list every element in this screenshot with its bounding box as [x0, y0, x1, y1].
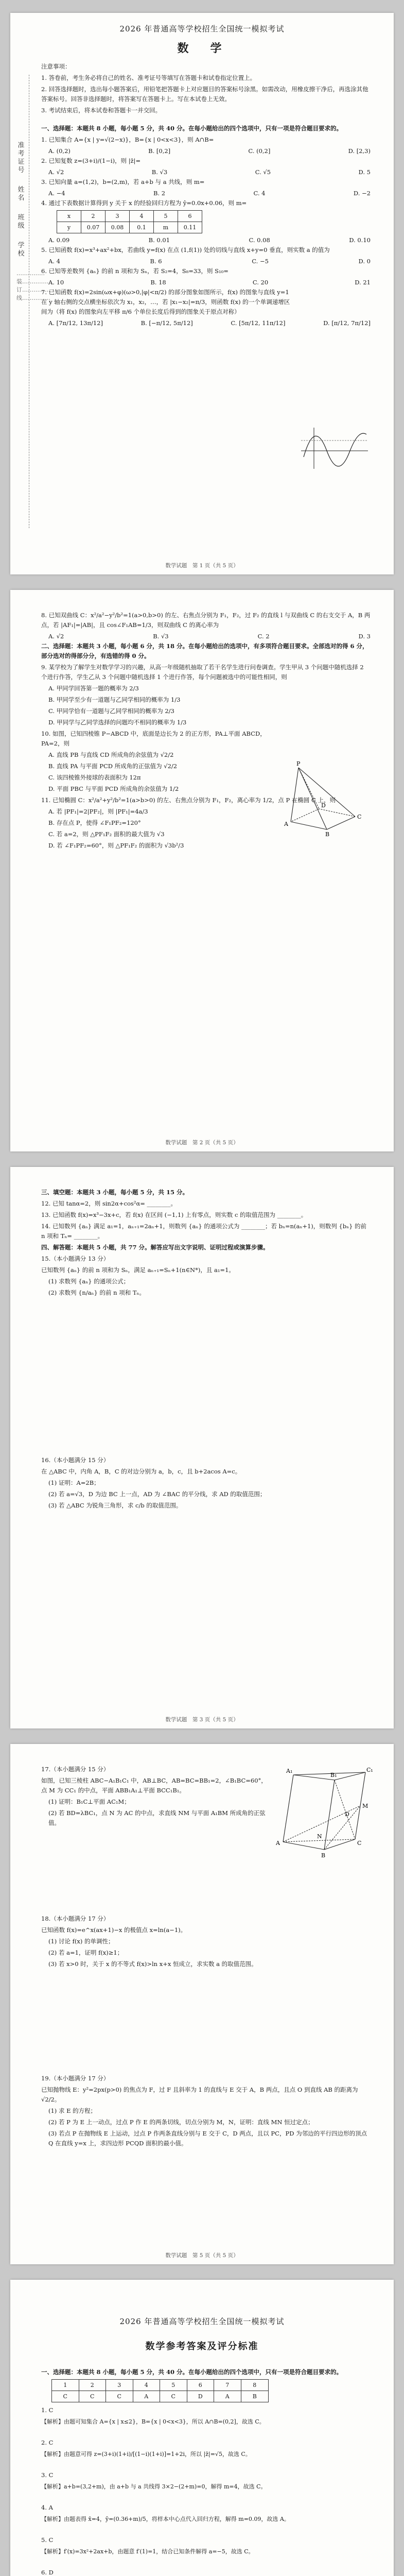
table-cell: y [57, 222, 81, 233]
option: A. 甲同学回答第一题的概率为 2/3 [48, 685, 139, 692]
side-label-name: 姓名 [17, 186, 25, 202]
vertex-label: D [345, 1811, 349, 1818]
notice-item: 3. 考试结束后，将本试卷和答题卡一并交回。 [41, 107, 162, 114]
option: D. 3 [358, 633, 371, 640]
question-8: 8. 已知双曲线 C：x²/a²−y²/b²=1(a>0,b>0) 的左、右焦点分别为 F₁，F₂，过 F₂ 的直线 l 与双曲线 C 的右支交于 A，B 两点，若 |AF₁|=|AB|，且 cos∠F₁AB=1/3，则双曲线 C 的离心率为 [41, 612, 371, 629]
table-cell: 3 [106, 211, 130, 222]
sine-graph-figure [298, 425, 371, 471]
edge-pc [298, 768, 355, 817]
question-4-options [41, 235, 371, 245]
edge-ab [283, 1842, 324, 1850]
question-19-parts [41, 2106, 371, 2148]
answer-grid-number: 6 [187, 2380, 215, 2391]
question-7: 7. 已知函数 f(x)=2sin(ωx+φ)(ω>0,|φ|<π/2) 的部分图象如图所示，f(x) 的图象与直线 y=1 在 y 轴右侧的交点横坐标依次为 x₁，x₂，…，若 |x₁−x₂|=π/3，则函数 f(x) 的一个单调递增区间为（将 f(x) 的图象向左平移 π/6 个单位长度后得到的图象关于原点对称） [41, 289, 290, 315]
sine-curve [304, 433, 366, 466]
prism-figure [273, 1765, 376, 1862]
question-5-options [41, 257, 371, 266]
notices-block [41, 62, 371, 117]
table-cell: x [57, 211, 81, 222]
table-cell: 6 [178, 211, 202, 222]
sub-question: (3) 若点 P 在抛物线 E 上运动，过点 P 作两条直线分别与 E 交于 C，D 两点，且以 PC，PD 为邻边的平行四边形的顶点 Q 在直线 y=x 上，求四边形 PCQD 面积的最小值。 [48, 2130, 367, 2147]
table-cell: 0.11 [178, 222, 202, 233]
question-2: 2. 已知复数 z=(3+i)/(1−i)，则 |z̄|= [41, 157, 141, 164]
option: B. 0.01 [148, 236, 170, 244]
notice-item: 2. 回答选择题时，选出每小题答案后，用铅笔把答题卡上对应题目的答案标号涂黑。如需改动，用橡皮擦干净后，再选涂其他答案标号。回答非选择题时，将答案写在答题卡上。写在本试卷上无效。 [41, 86, 368, 103]
answer-explanation: 【解析】a+b=(3,2+m)，由 a+b 与 a 共线得 3×2−(2+m)=0，解得 m=4，故选 C。 [41, 2483, 267, 2490]
question-18: 已知函数 f(x)=e^x(ax+1)−x 的极值点 x=ln(a−1)。 [41, 1926, 187, 1934]
option: C. 4 [253, 190, 266, 197]
option: B. √3 [151, 168, 168, 176]
question-15: 已知数列 {aₙ} 的前 n 项和为 Sₙ，满足 aₙ₊₁=Sₙ+1(n∈N*)，且 a₁=1。 [41, 1266, 235, 1274]
question-3-options [41, 189, 371, 198]
question-19-heading: 19.（本小题满分 17 分） [41, 2075, 110, 2082]
answer-grid-number: 3 [106, 2380, 133, 2391]
side-label-school: 学校 [17, 242, 25, 258]
sub-question: (2) 求数列 {n/aₙ} 的前 n 项和 Tₙ。 [48, 1289, 146, 1296]
option: D. [π/12, 7π/12] [323, 319, 371, 327]
question-18-block [41, 1914, 371, 1971]
question-18-heading: 18.（本小题满分 17 分） [41, 1915, 110, 1922]
page-footer: 数学试题 第 2 页（共 5 页） [165, 1140, 239, 1146]
answer-grid-number: 5 [160, 2380, 187, 2391]
answer-key-heading: 数学参考答案及评分标准 [145, 2341, 259, 2352]
vertex-label: D [321, 802, 326, 809]
answer-explanation: 【解析】由题可知集合 A={x | x≤2}，B={x | 0<x<3}，所以 A∩B=(0,2]，故选 C。 [41, 2418, 265, 2425]
question-19-block [41, 2074, 371, 2150]
option: A. −4 [48, 190, 65, 197]
question-17-heading: 17.（本小题满分 15 分） [41, 1766, 110, 1773]
option: C. √5 [255, 168, 271, 176]
option: C. 若 a=2，则 △PF₁F₂ 面积的最大值为 √3 [48, 831, 165, 838]
question-17: 如图，已知三棱柱 ABC−A₁B₁C₁ 中，AB⊥BC，AB=BC=BB₁=2，∠B₁BC=60°，点 M 为 CC₁ 的中点，平面 ABB₁A₁⊥平面 BCC₁B₁。 [41, 1777, 267, 1794]
question-19: 已知抛物线 E：y²=2px(p>0) 的焦点为 F，过 F 且斜率为 1 的直线与 E 交于 A，B 两点，且点 O 到直线 AB 的距离为 √2/2。 [41, 2086, 358, 2103]
option: A. √2 [48, 633, 64, 640]
table-cell: 0.07 [81, 222, 106, 233]
page-footer: 数学试题 第 3 页（共 5 页） [165, 1717, 239, 1723]
option: D. 21 [355, 279, 371, 286]
edge-pb [298, 768, 327, 829]
answer-item: 3. C [41, 2471, 54, 2479]
answer-key-block [41, 2367, 371, 2576]
side-label-class: 班级 [17, 214, 25, 230]
option: B. 直线 PA 与平面 PCD 所成角的正弦值为 √2/2 [48, 762, 178, 770]
answer-grid [51, 2379, 269, 2402]
answer-grid-number: 1 [52, 2380, 79, 2391]
side-label-ticket: 准考证号 [17, 142, 25, 174]
answer-item: 4. A [41, 2504, 53, 2511]
question-11: 11. 已知椭圆 C：x²/a²+y²/b²=1(a>b>0) 的左、右焦点分别为 F₁，F₂，离心率为 1/2，点 P 在椭圆 C 上，则 [41, 796, 336, 804]
answer-grid-choice: A [133, 2391, 161, 2402]
answer-grid-number: 4 [133, 2380, 161, 2391]
option: A. 若 |PF₁|=2|PF₂|，则 |PF₁|=4a/3 [48, 808, 148, 815]
option: A. 10 [48, 279, 64, 286]
section-heading: 四、解答题：本题共 5 小题，共 77 分。解答应写出文字说明、证明过程或演算步骤。 [41, 1244, 269, 1251]
question-13: 13. 已知函数 f(x)=x³−3x+c，若 f(x) 在区间 (−1,1) 上有零点，则实数 c 的取值范围为 ________。 [41, 1211, 307, 1218]
answer-grid-choice: C [160, 2391, 187, 2402]
answer-grid-number: 7 [214, 2380, 241, 2391]
question-6-options [41, 278, 371, 287]
answer-grid-choice: D [187, 2391, 215, 2402]
option: B. 18 [150, 279, 166, 286]
section-heading: 二、选择题：本题共 3 小题，每小题 6 分，共 18 分。在每小题给出的选项中，有多项符合题目要求。全部选对的得 6 分，部分选对的得部分分，有选错的得 0 分。 [41, 642, 368, 659]
page-footer: 数学试题 第 1 页（共 5 页） [165, 563, 239, 569]
section-heading: 一、选择题：本题共 8 小题，每小题 5 分，共 40 分。在每小题给出的四个选项中，只有一项是符合题目要求的。 [41, 2368, 343, 2376]
sub-question: (2) 若 a=1，证明 f(x)≥1； [48, 1949, 124, 1956]
question-16-parts [41, 1478, 371, 1511]
question-10: 10. 如图，已知四棱锥 P−ABCD 中，底面是边长为 2 的正方形，PA⊥平面 ABCD，PA=2，则 [41, 730, 266, 747]
option: D. [2,3) [348, 147, 371, 155]
edge-bc [327, 817, 355, 829]
question-16-block [41, 1455, 371, 1512]
answer-grid-choice: B [252, 2393, 257, 2400]
edge-da [291, 809, 319, 822]
option: A. 4 [48, 258, 60, 265]
answer-grid-choice: C [79, 2391, 107, 2402]
option: B. [−π/12, 5π/12] [140, 319, 193, 327]
option: B. [0,2] [148, 147, 171, 155]
sub-question: (1) 求 E 的方程； [48, 2107, 97, 2114]
edge-cd [319, 809, 355, 817]
option: D. 平面 PBC 与平面 PCD 所成角的余弦值为 1/2 [48, 785, 179, 792]
question-9: 9. 某学校为了解学生对数学学习的兴趣，从高一年级随机抽取了若干名学生进行问卷调查。学生甲从 3 个问题中随机选择 2 个进行作答，学生乙从 3 个问题中随机选择 1 个进行作答，每个问题被选中的可能性相同，则 [41, 664, 364, 681]
option: A. (0,2) [48, 147, 71, 155]
edge-a1a [283, 1775, 293, 1842]
question-15-heading: 15.（本小题满分 13 分） [41, 1255, 110, 1262]
option: D. 若 ∠F₁PF₂=60°，则 △PF₁F₂ 的面积为 √3b²/3 [48, 842, 184, 849]
notice-item: 1. 答卷前，考生务必将自己的姓名、准考证号等填写在答题卡和试卷指定位置上。 [41, 74, 256, 81]
exam-page-1 [10, 13, 394, 574]
option: C. 甲同学恰有一道题与乙同学相同的概率为 2/3 [48, 707, 174, 715]
table-cell: 2 [81, 211, 106, 222]
question-1: 1. 已知集合 A={x | y=√(2−x)}，B={x | 0<x<3}，则 A∩B= [41, 136, 214, 143]
vertex-label: C [357, 814, 362, 820]
option: D. 5 [358, 168, 371, 176]
vertex-label: A [276, 1840, 280, 1846]
table-cell: 5 [154, 211, 178, 222]
question-7-options [41, 318, 371, 328]
option: A. 0.09 [48, 236, 70, 244]
option: C. (0,2] [248, 147, 271, 155]
answer-grid-choice: C [52, 2391, 79, 2402]
answer-item: 2. C [41, 2439, 54, 2446]
vertex-label: P [296, 760, 301, 767]
question-9-options [41, 684, 371, 727]
question-5: 5. 已知函数 f(x)=x³+ax²+bx，若曲线 y=f(x) 在点 (1,f(1)) 处的切线与直线 x+y=0 垂直，则实数 a 的值为 [41, 246, 330, 253]
table-cell: m [154, 222, 178, 233]
option: D. 0.10 [349, 236, 371, 244]
answer-explanation: 【解析】由题表得 x̄=4，ȳ=(0.36+m)/5，将样本中心点代入回归方程，解得 m=0.09，故选 A。 [41, 2516, 290, 2522]
vertex-label: B [321, 1852, 326, 1859]
option: D. 0 [358, 258, 371, 265]
answer-explanation: 【解析】f′(x)=3x²+2ax+b，由题意 f′(1)=1，结合已知条件解得 a=−5，故选 C。 [41, 2548, 254, 2555]
answer-key-exam-title: 2026 年普通高等学校招生全国统一模拟考试 [119, 2317, 285, 2326]
exam-page-4 [10, 1744, 394, 2264]
side-cut-line: ……………装……………订……………线…………… [16, 270, 50, 301]
answer-item: 6. D [41, 2569, 54, 2576]
vertex-label: C₁ [366, 1767, 373, 1773]
answer-grid-choice: A [214, 2391, 241, 2402]
binding-margin [16, 142, 50, 314]
question-15-parts [41, 1277, 371, 1298]
data-table [57, 210, 202, 233]
question-16: 在 △ABC 中，内角 A，B，C 的对边分别为 a，b，c，且 b+2acos A=c。 [41, 1468, 241, 1475]
option: A. [7π/12, 13π/12] [48, 319, 103, 327]
table-cell: 4 [130, 211, 154, 222]
sub-question: (2) 若 P 为 E 上一动点，过点 P 作 E 的两条切线，切点分别为 M，N，证明：直线 MN 恒过定点； [48, 2119, 314, 2126]
option: D. 甲同学与乙同学选择的问题均不相同的概率为 1/3 [48, 719, 187, 726]
sub-question: (3) 若 x>0 时，关于 x 的不等式 f(x)>ln x+x 恒成立，求实数 a 的取值范围。 [48, 1960, 257, 1968]
table-cell: 0.1 [130, 222, 154, 233]
vertex-label: A [284, 821, 288, 827]
option: C. 该四棱锥外接球的表面积为 12π [48, 774, 141, 781]
option: B. 存在点 P，使得 ∠F₁PF₂=120° [48, 819, 141, 826]
exam-title: 2026 年普通高等学校招生全国统一模拟考试 [119, 24, 285, 33]
question-14: 14. 已知数列 {aₙ} 满足 a₁=1，aₙ₊₁=2aₙ+1，则数列 {aₙ} 的通项公式为 ________；若 bₙ=n(aₙ+1)，则数列 {bₙ} 的前 n 项和 Tₙ= ________。 [41, 1223, 367, 1240]
section-heading: 一、选择题：本题共 8 小题，每小题 5 分，共 40 分。在每小题给出的四个选项中，只有一项是符合题目要求的。 [41, 125, 343, 132]
vertex-label: N [317, 1833, 322, 1840]
subject-title: 数 学 [177, 42, 227, 55]
question-12: 12. 已知 tanα=2，则 sin2α+cos²α= ________。 [41, 1200, 177, 1207]
sub-question: (1) 证明：A=2B； [48, 1479, 100, 1486]
option: C. 20 [252, 279, 269, 286]
edge-ab [291, 822, 327, 829]
answer-item: 1. C [41, 2406, 54, 2414]
page-footer: 数学试题 第 5 页（共 5 页） [165, 2252, 239, 2259]
answer-grid-number: 8 [241, 2380, 269, 2391]
option: A. √2 [48, 168, 64, 176]
answer-item: 5. C [41, 2536, 54, 2544]
table-cell: 0.08 [106, 222, 130, 233]
option: C. 2 [257, 633, 270, 640]
question-3: 3. 已知向量 a=(1,2)，b=(2,m)，若 a+b 与 a 共线，则 m= [41, 178, 205, 185]
pyramid-figure [278, 760, 365, 837]
vertex-label: M [362, 1803, 368, 1809]
question-8-options [41, 632, 371, 641]
answer-grid-number: 2 [79, 2380, 107, 2391]
section-heading: 三、填空题：本题共 3 小题，每小题 5 分，共 15 分。 [41, 1189, 189, 1196]
question-16-heading: 16.（本小题满分 15 分） [41, 1456, 110, 1464]
answer-explanation: 【解析】由题意可得 z=(3+i)(1+i)/[(1−i)(1+i)]=1+2i，所以 |z̄|=√5，故选 C。 [41, 2451, 251, 2458]
answer-grid-choice: C [106, 2391, 133, 2402]
sub-question: (3) 若 △ABC 为锐角三角形，求 c/b 的取值范围。 [48, 1502, 182, 1509]
table-row-y [57, 222, 202, 233]
option: C. [5π/12, 11π/12] [231, 319, 286, 327]
sub-question: (2) 若 BD=λBC₁，点 N 为 AC 的中点，求直线 NM 与平面 A₁BM 所成角的正弦值。 [48, 1809, 266, 1826]
edge-a1b1 [293, 1775, 335, 1780]
notice-title: 注意事项： [41, 63, 71, 70]
questions-block-3 [41, 1188, 371, 1299]
option: B. 2 [153, 190, 166, 197]
answer-key-page [10, 2280, 394, 2576]
option: B. 甲同学至少有一道题与乙同学相同的概率为 1/3 [48, 696, 181, 703]
edge-pa [291, 768, 298, 822]
option: B. 6 [150, 258, 162, 265]
vertex-label: B₁ [330, 1772, 337, 1778]
option: C. −5 [252, 258, 269, 265]
vertex-label: C [357, 1840, 362, 1846]
vertex-label: B [325, 831, 330, 837]
question-4: 4. 通过下表数据计算得到 y 关于 x 的经验回归方程为 ŷ=0.0x+0.06，则 m= [41, 199, 247, 207]
exam-page-3 [10, 1167, 394, 1728]
sub-question: (1) 求数列 {aₙ} 的通项公式； [48, 1278, 130, 1285]
edge-bc [324, 1839, 355, 1850]
sub-question: (1) 讨论 f(x) 的单调性； [48, 1938, 114, 1945]
table-row-x [57, 211, 202, 222]
question-18-parts [41, 1937, 371, 1969]
sub-question: (2) 若 a=√3，D 为边 BC 上一点，AD 为 ∠BAC 的平分线，求 AD 的取值范围； [48, 1490, 266, 1498]
edge-a1c1 [293, 1772, 365, 1775]
option: C. 0.08 [249, 236, 270, 244]
option: A. 直线 PB 与直线 CD 所成角的余弦值为 √2/2 [48, 751, 174, 758]
exam-page-2 [10, 590, 394, 1151]
questions-block-1 [41, 124, 371, 328]
question-6: 6. 已知等差数列 {aₙ} 的前 n 项和为 Sₙ，若 S₂=4，S₈=33，则 S₁₀= [41, 267, 229, 275]
sub-question: (1) 证明：B₁C⊥平面 AC₁M； [48, 1798, 130, 1805]
vertex-label: A₁ [286, 1768, 293, 1774]
question-2-options [41, 167, 371, 177]
question-1-options [41, 146, 371, 156]
option: B. √3 [153, 633, 169, 640]
option: D. −2 [353, 190, 371, 197]
